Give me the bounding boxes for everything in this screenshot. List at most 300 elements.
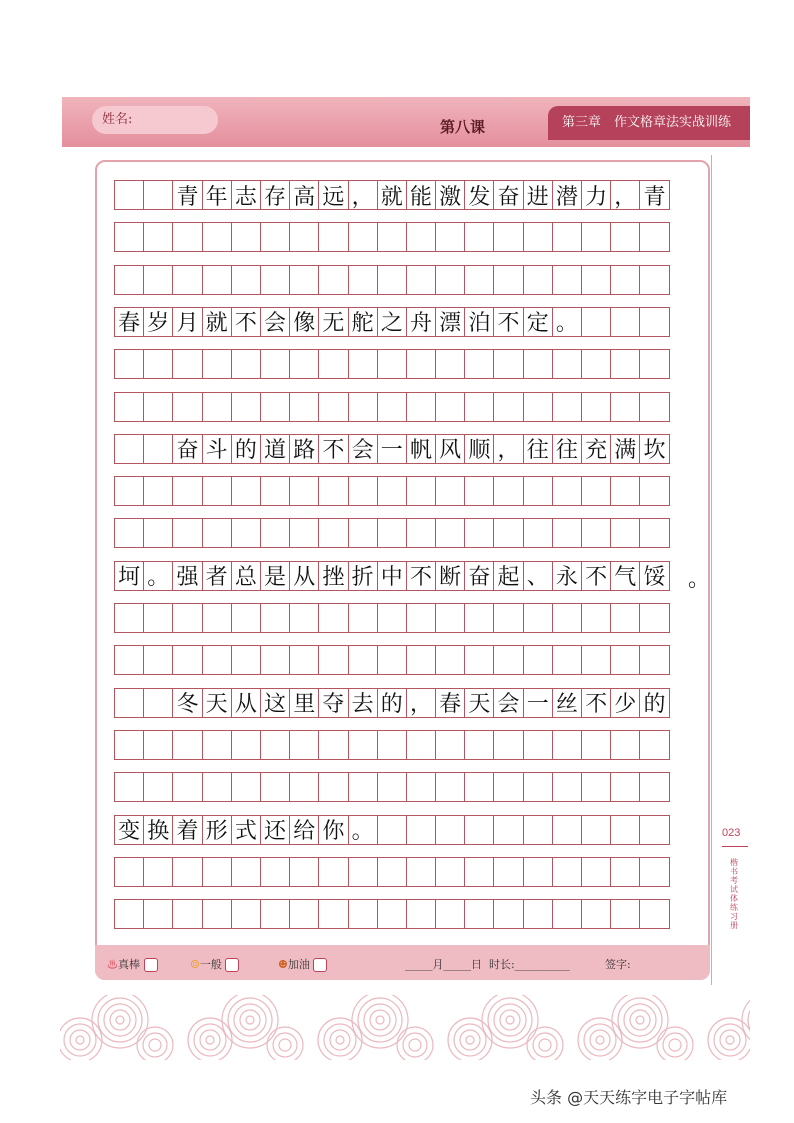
grid-cell — [523, 815, 553, 845]
grid-cell: 不 — [581, 688, 611, 718]
grid-cell — [464, 857, 494, 887]
grid-cell — [552, 222, 582, 252]
grid-cell — [464, 603, 494, 633]
grid-cell — [289, 392, 319, 422]
grid-cell — [464, 815, 494, 845]
grid-cell — [114, 603, 144, 633]
lesson-title: 第八课 — [440, 118, 486, 136]
grid-cell: 从 — [231, 688, 261, 718]
grid-row — [115, 518, 670, 548]
grid-cell: 奋 — [464, 561, 494, 591]
grid-cell — [610, 645, 640, 675]
grid-cell: 青 — [172, 180, 202, 210]
grid-cell: 去 — [348, 688, 378, 718]
grid-cell — [260, 645, 290, 675]
grid-cell: 定 — [523, 307, 553, 337]
grid-cell — [260, 857, 290, 887]
grid-cell — [435, 857, 465, 887]
grid-cell — [318, 518, 348, 548]
grid-cell: ， — [406, 688, 436, 718]
page-number-rule — [722, 846, 748, 847]
grid-cell — [114, 688, 144, 718]
grid-cell — [493, 349, 523, 379]
evaluation-footer: ♨真棒 ☺一般 ☻加油 _____月_____日 时长:__________ 签字: — [95, 945, 710, 980]
grid-cell — [348, 899, 378, 929]
duration-label: 时长: — [489, 958, 515, 971]
grid-cell — [406, 772, 436, 802]
grid-cell — [289, 772, 319, 802]
grid-cell: 。 — [552, 307, 582, 337]
grid-cell — [581, 857, 611, 887]
grid-cell — [464, 518, 494, 548]
grid-cell: 不 — [318, 434, 348, 464]
grid-cell — [318, 222, 348, 252]
grid-cell — [231, 899, 261, 929]
grid-row — [115, 349, 670, 379]
grid-cell: 者 — [202, 561, 232, 591]
grid-cell — [552, 518, 582, 548]
grid-cell — [318, 476, 348, 506]
grid-cell — [639, 772, 669, 802]
grid-cell: 青 — [639, 180, 669, 210]
grid-cell — [202, 603, 232, 633]
grid-cell — [202, 392, 232, 422]
grid-cell — [406, 518, 436, 548]
grid-cell — [610, 730, 640, 760]
grid-cell: 起 — [493, 561, 523, 591]
grid-cell — [639, 265, 669, 295]
grid-cell — [260, 476, 290, 506]
grid-cell: 会 — [260, 307, 290, 337]
grid-cell — [348, 730, 378, 760]
grid-row — [115, 180, 670, 210]
grid-cell: 里 — [289, 688, 319, 718]
cheer-icon: ☻ — [278, 958, 288, 971]
grid-cell: 激 — [435, 180, 465, 210]
grid-cell — [464, 349, 494, 379]
grid-cell: 断 — [435, 561, 465, 591]
grid-cell — [639, 603, 669, 633]
margin-line — [711, 155, 712, 985]
grid-cell: 总 — [231, 561, 261, 591]
grid-cell — [348, 772, 378, 802]
grid-cell: 折 — [348, 561, 378, 591]
grid-cell — [523, 772, 553, 802]
grid-cell — [289, 222, 319, 252]
grid-row — [115, 476, 670, 506]
grid-cell — [172, 772, 202, 802]
grid-cell — [639, 518, 669, 548]
grid-cell — [231, 349, 261, 379]
grid-cell — [143, 688, 173, 718]
grid-cell — [610, 857, 640, 887]
grid-cell — [552, 899, 582, 929]
grid-cell — [552, 603, 582, 633]
grid-cell — [143, 265, 173, 295]
grid-cell: 无 — [318, 307, 348, 337]
grid-cell — [406, 899, 436, 929]
grid-cell — [202, 730, 232, 760]
cheer-checkbox[interactable] — [313, 958, 327, 972]
grid-cell — [377, 222, 407, 252]
grid-row — [115, 603, 670, 633]
grid-cell — [260, 899, 290, 929]
grid-cell: 不 — [493, 307, 523, 337]
grid-cell — [377, 603, 407, 633]
grid-cell — [114, 476, 144, 506]
grid-cell: 这 — [260, 688, 290, 718]
grid-cell — [143, 772, 173, 802]
grid-cell — [523, 476, 553, 506]
grid-cell — [552, 349, 582, 379]
grid-cell — [493, 645, 523, 675]
grid-cell — [348, 222, 378, 252]
grid-cell — [406, 349, 436, 379]
grid-cell — [289, 857, 319, 887]
grid-cell — [581, 265, 611, 295]
grid-cell — [406, 857, 436, 887]
grid-cell — [202, 222, 232, 252]
grid-cell: 风 — [435, 434, 465, 464]
grid-cell — [581, 603, 611, 633]
grid-cell: 往 — [552, 434, 582, 464]
grid-cell — [552, 857, 582, 887]
grid-cell — [143, 349, 173, 379]
grid-cell: 坎 — [639, 434, 669, 464]
book-title: 楷书考试体练习册 — [730, 858, 738, 930]
grid-cell — [406, 730, 436, 760]
great-label: 真棒 — [118, 958, 140, 971]
grid-cell — [377, 349, 407, 379]
grid-cell: 。 — [348, 815, 378, 845]
grid-cell: 形 — [202, 815, 232, 845]
grid-cell — [231, 730, 261, 760]
grid-cell: 给 — [289, 815, 319, 845]
grid-cell: 帆 — [406, 434, 436, 464]
grid-cell — [143, 603, 173, 633]
grid-cell: 夺 — [318, 688, 348, 718]
grid-cell: 潜 — [552, 180, 582, 210]
grid-cell: 能 — [406, 180, 436, 210]
grid-row — [115, 561, 670, 591]
grid-cell: 丝 — [552, 688, 582, 718]
grid-cell — [639, 857, 669, 887]
grid-cell — [289, 265, 319, 295]
grid-cell: 挫 — [318, 561, 348, 591]
grid-cell — [231, 392, 261, 422]
grid-cell: 漂 — [435, 307, 465, 337]
grid-cell — [581, 518, 611, 548]
grid-cell — [639, 349, 669, 379]
grid-cell: 少 — [610, 688, 640, 718]
grid-cell — [231, 645, 261, 675]
smile-icon: ☺ — [190, 958, 200, 971]
grid-cell — [289, 899, 319, 929]
grid-cell: ， — [493, 434, 523, 464]
grid-cell — [523, 730, 553, 760]
grid-cell — [610, 349, 640, 379]
grid-cell — [172, 645, 202, 675]
grid-cell — [639, 730, 669, 760]
grid-cell — [202, 476, 232, 506]
grid-cell: 永 — [552, 561, 582, 591]
grid-cell — [435, 772, 465, 802]
grid-cell — [610, 518, 640, 548]
grid-cell — [348, 392, 378, 422]
grid-cell — [114, 730, 144, 760]
grid-cell — [318, 730, 348, 760]
grid-cell — [172, 730, 202, 760]
grid-cell — [464, 476, 494, 506]
grid-cell — [202, 772, 232, 802]
grid-cell — [114, 518, 144, 548]
grid-cell — [493, 857, 523, 887]
grid-cell: ， — [610, 180, 640, 210]
month-label: 月 — [432, 958, 444, 971]
grid-cell — [348, 265, 378, 295]
grid-cell — [114, 222, 144, 252]
grid-row — [115, 772, 670, 802]
grid-cell — [143, 222, 173, 252]
grid-cell — [435, 349, 465, 379]
grid-cell — [318, 899, 348, 929]
grid-cell — [610, 392, 640, 422]
grid-cell: 道 — [260, 434, 290, 464]
grid-cell — [493, 476, 523, 506]
grid-cell — [231, 476, 261, 506]
grid-cell — [143, 645, 173, 675]
grid-cell: 强 — [172, 561, 202, 591]
grid-row — [115, 307, 670, 337]
grid-cell: 一 — [523, 688, 553, 718]
grid-cell: 存 — [260, 180, 290, 210]
grid-cell — [202, 645, 232, 675]
grid-cell — [406, 476, 436, 506]
grid-cell — [435, 730, 465, 760]
grid-cell — [523, 349, 553, 379]
grid-cell — [377, 392, 407, 422]
grid-cell — [493, 730, 523, 760]
grid-cell — [143, 180, 173, 210]
grid-cell — [435, 392, 465, 422]
grid-cell: 就 — [377, 180, 407, 210]
grid-cell — [172, 392, 202, 422]
grid-cell — [493, 222, 523, 252]
grid-cell — [493, 392, 523, 422]
grid-cell: 一 — [377, 434, 407, 464]
grid-cell: 斗 — [202, 434, 232, 464]
grid-cell: 的 — [231, 434, 261, 464]
grid-cell: 之 — [377, 307, 407, 337]
grid-cell — [639, 476, 669, 506]
grid-cell — [581, 772, 611, 802]
grid-cell — [289, 603, 319, 633]
grid-cell — [493, 899, 523, 929]
name-field[interactable]: 姓名: — [92, 106, 218, 134]
grid-cell — [202, 899, 232, 929]
grid-cell: 进 — [523, 180, 553, 210]
grid-cell — [435, 265, 465, 295]
grid-cell: 春 — [435, 688, 465, 718]
grid-cell — [114, 180, 144, 210]
grid-cell: 满 — [610, 434, 640, 464]
grid-cell: 不 — [231, 307, 261, 337]
grid-cell: 馁 — [639, 561, 669, 591]
grid-cell — [639, 392, 669, 422]
grid-cell — [172, 265, 202, 295]
grid-cell: 往 — [523, 434, 553, 464]
grid-cell — [289, 349, 319, 379]
grid-cell — [172, 476, 202, 506]
grid-cell — [523, 603, 553, 633]
grid-cell: 着 — [172, 815, 202, 845]
grid-cell: 天 — [464, 688, 494, 718]
grid-cell: 式 — [231, 815, 261, 845]
grid-cell — [202, 518, 232, 548]
grid-cell — [639, 645, 669, 675]
grid-cell — [202, 349, 232, 379]
grid-cell — [348, 645, 378, 675]
grid-cell — [406, 222, 436, 252]
grid-cell — [464, 645, 494, 675]
grid-cell — [289, 730, 319, 760]
grid-cell: 岁 — [143, 307, 173, 337]
grid-cell — [552, 730, 582, 760]
grid-cell — [143, 899, 173, 929]
grid-cell — [143, 434, 173, 464]
grid-cell — [581, 476, 611, 506]
ok-checkbox[interactable] — [225, 958, 239, 972]
grid-cell: 志 — [231, 180, 261, 210]
grid-cell — [406, 603, 436, 633]
grid-cell — [318, 349, 348, 379]
grid-cell: 、 — [523, 561, 553, 591]
grid-cell — [114, 265, 144, 295]
grid-cell — [610, 899, 640, 929]
ok-label: 一般 — [199, 958, 222, 971]
grid-cell — [464, 265, 494, 295]
grid-cell — [552, 645, 582, 675]
grid-row — [115, 688, 670, 718]
grid-cell — [581, 222, 611, 252]
grid-cell — [172, 899, 202, 929]
grid-cell: 年 — [202, 180, 232, 210]
grid-cell: 变 — [114, 815, 144, 845]
grid-cell: 中 — [377, 561, 407, 591]
grid-cell: 。 — [143, 561, 173, 591]
grid-cell — [523, 899, 553, 929]
grid-cell — [523, 222, 553, 252]
grid-cell — [581, 899, 611, 929]
grid-cell — [114, 434, 144, 464]
grid-cell: 就 — [202, 307, 232, 337]
signature-label: 签字: — [605, 958, 631, 971]
grid-cell — [435, 476, 465, 506]
grid-cell: 气 — [610, 561, 640, 591]
grid-cell — [231, 222, 261, 252]
grid-cell — [552, 815, 582, 845]
grid-cell: 月 — [172, 307, 202, 337]
grid-row — [115, 899, 670, 929]
page-number: 023 — [722, 827, 741, 839]
grid-cell: 从 — [289, 561, 319, 591]
grid-cell — [639, 899, 669, 929]
grid-cell — [172, 349, 202, 379]
grid-cell — [377, 857, 407, 887]
grid-cell: 还 — [260, 815, 290, 845]
grid-cell — [493, 603, 523, 633]
grid-cell — [289, 476, 319, 506]
grid-cell — [172, 518, 202, 548]
grid-cell — [552, 772, 582, 802]
grid-cell: ， — [348, 180, 378, 210]
grid-cell — [464, 730, 494, 760]
grid-cell — [610, 476, 640, 506]
grid-cell: 舟 — [406, 307, 436, 337]
grid-row — [115, 857, 670, 887]
grid-cell — [406, 645, 436, 675]
grid-cell — [435, 815, 465, 845]
grid-cell — [610, 815, 640, 845]
grid-cell — [493, 772, 523, 802]
grid-cell: 高 — [289, 180, 319, 210]
grid-cell — [610, 772, 640, 802]
grid-cell — [581, 730, 611, 760]
day-label: 日 — [471, 958, 482, 971]
grid-cell: 不 — [581, 561, 611, 591]
grid-cell: 是 — [260, 561, 290, 591]
grid-cell: 像 — [289, 307, 319, 337]
grid-cell — [348, 518, 378, 548]
grid-cell — [552, 265, 582, 295]
grid-cell: 冬 — [172, 688, 202, 718]
grid-cell — [260, 349, 290, 379]
grid-cell — [610, 307, 640, 337]
grid-cell — [552, 392, 582, 422]
grid-cell — [523, 392, 553, 422]
grid-cell — [143, 730, 173, 760]
grid-row — [115, 222, 670, 252]
grid-cell — [231, 772, 261, 802]
grid-cell — [581, 307, 611, 337]
grid-row — [115, 392, 670, 422]
grid-cell: 换 — [143, 815, 173, 845]
grid-cell — [523, 645, 553, 675]
grid-row — [115, 265, 670, 295]
grid-cell — [523, 857, 553, 887]
grid-cell: 远 — [318, 180, 348, 210]
grid-cell — [377, 518, 407, 548]
grid-cell — [348, 476, 378, 506]
grid-cell — [493, 265, 523, 295]
grid-row — [115, 645, 670, 675]
grid-cell — [114, 857, 144, 887]
grid-cell — [231, 518, 261, 548]
grid-cell — [639, 307, 669, 337]
thumb-icon: ♨ — [107, 958, 118, 971]
watermark: 头条 @天天练字电子字帖库 — [530, 1088, 728, 1107]
grid-cell: 发 — [464, 180, 494, 210]
grid-cell — [114, 645, 144, 675]
great-checkbox[interactable] — [144, 958, 158, 972]
grid-cell — [231, 857, 261, 887]
grid-cell — [464, 772, 494, 802]
grid-cell — [318, 265, 348, 295]
grid-cell — [260, 392, 290, 422]
grid-cell — [377, 265, 407, 295]
grid-cell — [202, 265, 232, 295]
grid-cell — [464, 899, 494, 929]
